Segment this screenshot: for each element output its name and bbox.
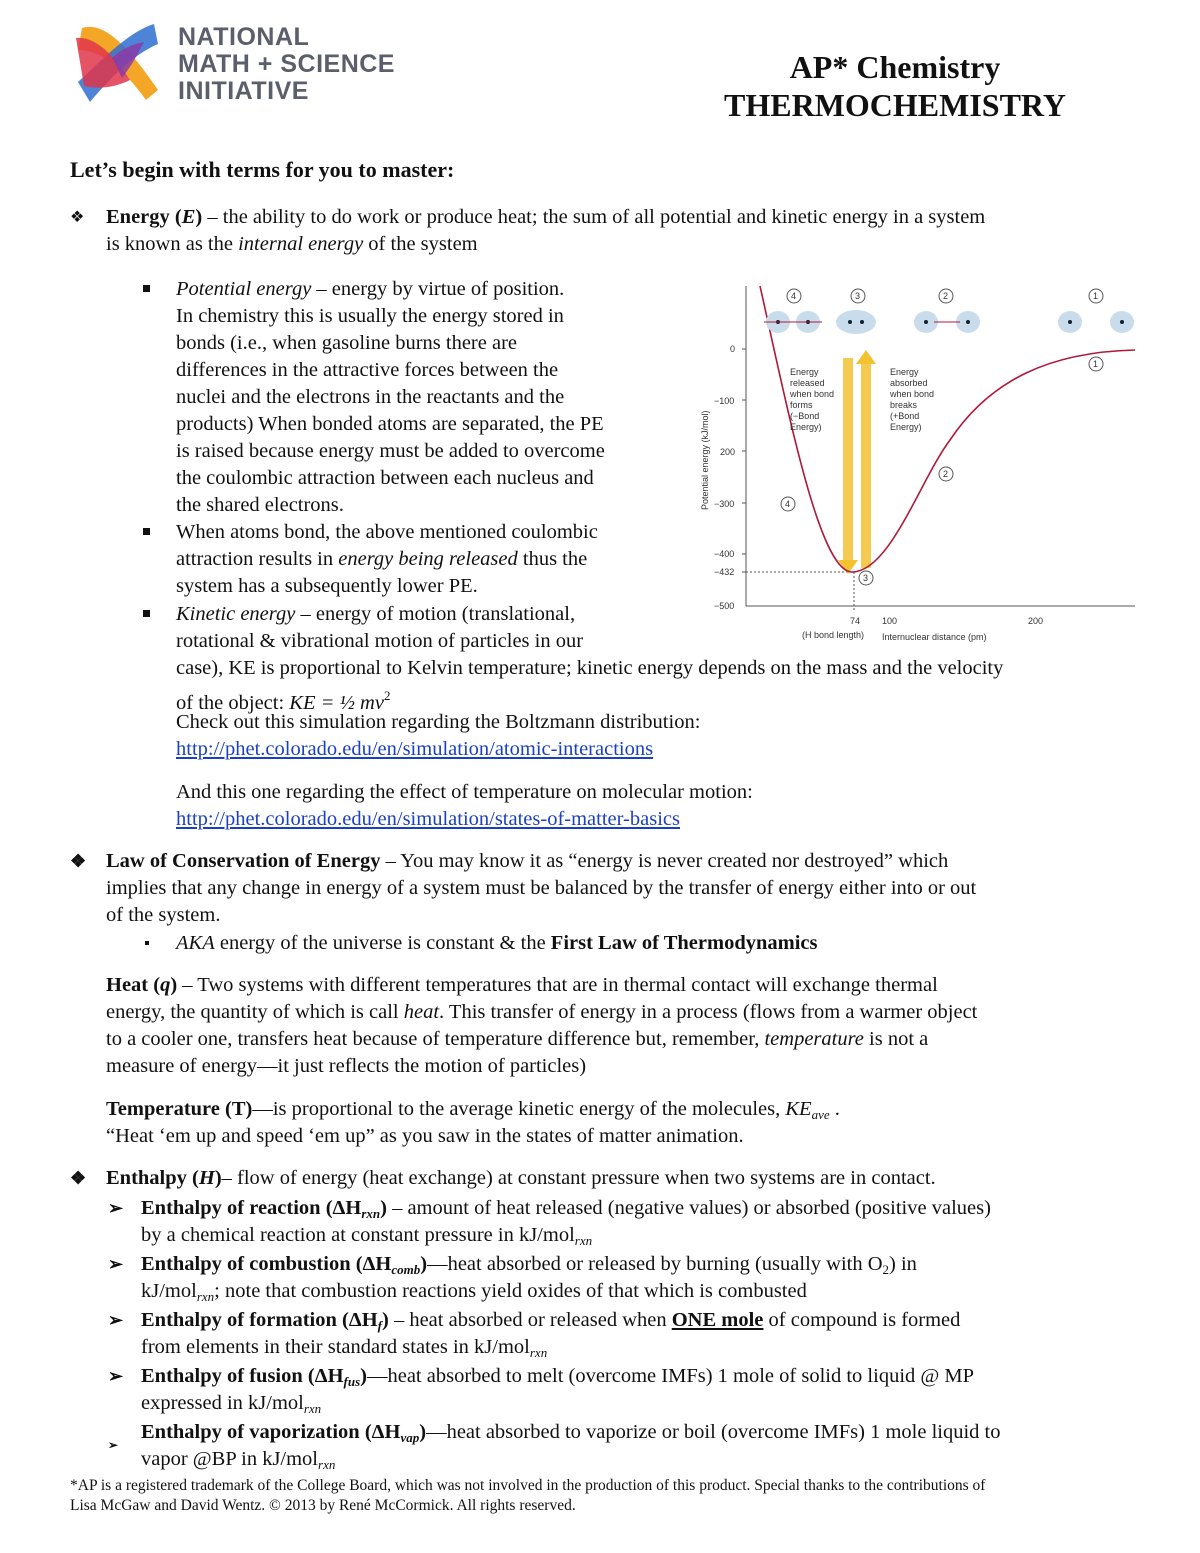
title-line-2: THERMOCHEMISTRY: [723, 87, 1066, 123]
heat-text-3b: is not a: [863, 1028, 929, 1050]
energy-def-b-end: of the system: [363, 233, 478, 255]
atom-pair-1: [1058, 289, 1134, 333]
pe-line-1: [176, 276, 564, 303]
atom-pair-2: [914, 289, 980, 333]
footer-line-2: Lisa McGaw and David Wentz. © 2013 by René McCormick. All rights reserved.: [70, 1497, 576, 1514]
atom-pair-4: [764, 289, 822, 333]
conservation-line-1: [106, 848, 948, 875]
internal-energy-term: internal energy: [238, 233, 364, 255]
fusion-text-1: —heat absorbed to melt (overcome IMFs) 1 mole of solid to liquid @ MP: [366, 1365, 975, 1387]
curve-marker-3: [859, 571, 873, 585]
fusion-term: Enthalpy of fusion (ΔH: [141, 1365, 344, 1387]
logo-icon: [72, 20, 162, 106]
one-mole-emphasis: ONE mole: [671, 1309, 764, 1331]
bond-text-a: attraction results in: [176, 548, 339, 570]
temperature-italic: temperature: [764, 1028, 864, 1050]
fusion-text-2-sub: rxn: [303, 1401, 322, 1416]
ke-term: Kinetic energy: [176, 603, 296, 625]
combustion-text-2a: kJ/mol: [141, 1280, 197, 1302]
square-bullet-icon: [143, 285, 150, 292]
vaporization-sub: vap: [400, 1430, 420, 1445]
combustion-text-1b: ) in: [889, 1253, 917, 1275]
atomic-interactions-link[interactable]: http://phet.colorado.edu/en/simulation/atomic-interactions: [176, 738, 654, 760]
heat-text-2b: . This transfer of energy in a process (flows from a warmer object: [439, 1001, 978, 1023]
vaporization-text-2-sub: rxn: [318, 1457, 336, 1472]
enthalpy-def: – flow of energy (heat exchange) at constant pressure when two systems are in contact.: [221, 1167, 936, 1189]
square-bullet-icon: [143, 528, 150, 535]
aka-text: energy of the universe is constant & the: [214, 932, 551, 954]
y-tick-0: 0: [730, 344, 736, 354]
combustion-text-2b: ; note that combustion reactions yield oxides of that which is combusted: [214, 1280, 807, 1302]
ke-line-2: rotational & vibrational motion of particles in our: [176, 630, 584, 652]
x-tick-2: 200: [1028, 616, 1044, 626]
svg-text:Energy): Energy): [890, 422, 922, 432]
formation-close: ): [382, 1309, 389, 1331]
pe-line-4: differences in the attractive forces between the: [176, 359, 559, 381]
svg-text:3: 3: [855, 291, 861, 301]
svg-text:when bond: when bond: [790, 389, 835, 399]
ke-ave-sub: ave: [811, 1107, 830, 1122]
energy-line-1: [106, 204, 985, 231]
svg-text:Energy: Energy: [790, 367, 819, 377]
enthalpy-term: Enthalpy (: [106, 1167, 199, 1189]
svg-text:(−Bond: (−Bond: [790, 411, 820, 421]
arrow-bullet-icon: ➢: [108, 1198, 124, 1218]
vaporization-close: ): [419, 1421, 427, 1443]
pe-line-9: the shared electrons.: [176, 494, 344, 516]
formation-sub: f: [377, 1318, 382, 1333]
heat-text-2a: energy, the quantity of which is call: [106, 1001, 404, 1023]
vaporization-text-1: —heat absorbed to vaporize or boil (overcome IMFs) 1 mole liquid to: [426, 1421, 1001, 1443]
formation-text-2: from elements in their standard states in kJ/mol: [141, 1336, 530, 1358]
svg-text:2: 2: [943, 291, 949, 301]
pe-text-0: – energy by virtue of position.: [311, 278, 565, 300]
svg-text:forms: forms: [790, 400, 813, 410]
y-tick-marks: [742, 349, 746, 572]
pe-term: Potential energy: [176, 278, 312, 300]
conservation-term: Law of Conservation of Energy: [106, 850, 381, 872]
atom-pair-3: [836, 289, 876, 334]
first-law-term: First Law of Thermodynamics: [550, 932, 818, 954]
combustion-text-1a: —heat absorbed or released by burning (usually with O: [427, 1253, 883, 1275]
ke-line-1: [176, 601, 575, 628]
released-text: [789, 367, 834, 432]
formation-line-2: [141, 1334, 547, 1366]
fusion-sub: fus: [343, 1374, 361, 1389]
heat-line-4: measure of energy—it just reflects the motion of particles): [106, 1055, 587, 1077]
energy-released-term: energy being released: [338, 548, 518, 570]
arrow-bullet-icon: ➢: [108, 1366, 124, 1386]
logo-line-3: INITIATIVE: [178, 77, 309, 105]
heat-var: q: [160, 974, 171, 996]
conservation-line-2: implies that any change in energy of a system must be balanced by the transfer of energy either into or out: [106, 877, 977, 899]
reaction-text-2-sub: rxn: [574, 1233, 593, 1248]
pe-line-6: products) When bonded atoms are separated, the PE: [176, 413, 604, 435]
pe-curve-chart: [690, 280, 1140, 650]
temperature-text-1: —is proportional to the average kinetic energy of the molecules,: [252, 1098, 786, 1120]
pe-line-2: In chemistry this is usually the energy stored in: [176, 305, 564, 327]
arrow-bullet-icon: ➢: [108, 1438, 119, 1452]
energy-term: Energy (: [106, 206, 182, 228]
potential-energy-diagram: [690, 280, 1140, 650]
y-axis-label: Potential energy (kJ/mol): [700, 410, 710, 510]
reaction-text-1: – amount of heat released (negative values) or absorbed (positive values): [386, 1197, 991, 1219]
vaporization-term: Enthalpy of vaporization (ΔH: [141, 1421, 401, 1443]
formation-text-1b: of compound is formed: [763, 1309, 961, 1331]
y-tick-4: −400: [714, 549, 735, 559]
svg-text:3: 3: [863, 573, 869, 583]
curve-marker-4: [781, 497, 795, 511]
enthalpy-line: [106, 1165, 936, 1192]
energy-var: E: [181, 206, 196, 228]
aka-line: [176, 930, 817, 957]
heat-term-close: ): [170, 974, 178, 996]
pe-line-5: nuclei and the electrons in the reactants and the: [176, 386, 565, 408]
heat-line-3: [106, 1026, 928, 1053]
sim1-text: Check out this simulation regarding the Boltzmann distribution:: [176, 711, 701, 733]
svg-text:Energy: Energy: [890, 367, 919, 377]
small-square-bullet-icon: [145, 941, 149, 945]
intro-heading: Let’s begin with terms for you to master:: [70, 157, 455, 182]
released-arrow: [838, 358, 858, 574]
fusion-close: ): [360, 1365, 367, 1387]
absorbed-text: [889, 367, 934, 432]
temperature-line-2: “Heat ‘em up and speed ‘em up” as you saw in the states of matter animation.: [106, 1125, 744, 1147]
x-ticks: [802, 616, 1043, 642]
reaction-line-2: [141, 1222, 592, 1254]
heat-term: Heat (: [106, 974, 161, 996]
ke-text-1: – energy of motion (translational,: [295, 603, 576, 625]
bond-line-2: [176, 546, 587, 573]
conservation-line-3: of the system.: [106, 904, 221, 926]
o2-sub: 2: [882, 1262, 890, 1277]
ke-text-4: of the object:: [176, 692, 290, 714]
curve-marker-1: [1089, 357, 1103, 371]
ke-formula: KE = ½ mv: [289, 692, 384, 714]
logo: [72, 20, 162, 106]
svg-text:1: 1: [1093, 359, 1099, 369]
svg-text:4: 4: [791, 291, 797, 301]
heat-line-1: [106, 972, 938, 999]
document-title: [690, 48, 1100, 124]
energy-def: – the ability to do work or produce heat; the sum of all potential and kinetic energy in a system: [202, 206, 986, 228]
logo-wordmark: [178, 24, 395, 105]
x-tick-1: 100: [882, 616, 898, 626]
svg-text:2: 2: [943, 469, 949, 479]
combustion-close: ): [420, 1253, 428, 1275]
sim2-link-wrap: [176, 806, 680, 833]
ke-formula-exponent: 2: [383, 688, 391, 703]
bond-line-1: When atoms bond, the above mentioned coulombic: [176, 521, 598, 543]
sim2-text: And this one regarding the effect of temperature on molecular motion:: [176, 781, 753, 803]
vaporization-line-2: [141, 1446, 335, 1478]
conservation-text-1: – You may know it as “energy is never created nor destroyed” which: [380, 850, 949, 872]
x-sublabel: (H bond length): [802, 630, 865, 640]
heat-line-2: [106, 999, 977, 1026]
arrow-bullet-icon: ➢: [108, 1310, 124, 1330]
svg-text:released: released: [790, 378, 825, 388]
svg-text:when bond: when bond: [890, 389, 935, 399]
vaporization-text-2: vapor @BP in kJ/mol: [141, 1448, 319, 1470]
reaction-term: Enthalpy of reaction (ΔH: [141, 1197, 362, 1219]
svg-text:Energy): Energy): [790, 422, 822, 432]
curve-marker-2: [939, 467, 953, 481]
reaction-close: ): [380, 1197, 387, 1219]
energy-line-2: [106, 231, 478, 258]
svg-text:(+Bond: (+Bond: [890, 411, 920, 421]
enthalpy-var: H: [198, 1167, 215, 1189]
formation-term: Enthalpy of formation (ΔH: [141, 1309, 378, 1331]
ke-ave-end: .: [829, 1098, 840, 1120]
energy-term-close: ): [195, 206, 203, 228]
ke-line-3: case), KE is proportional to Kelvin temperature; kinetic energy depends on the mass and the velocity: [176, 657, 1004, 679]
pe-line-3: bonds (i.e., when gasoline burns there are: [176, 332, 517, 354]
title-line-1: AP* Chemistry: [789, 49, 1001, 85]
footer-line-1: *AP is a registered trademark of the College Board, which was not involved in the production of this product. Special thanks to the contributions of: [70, 1477, 986, 1494]
svg-text:1: 1: [1093, 291, 1099, 301]
heat-italic: heat: [403, 1001, 440, 1023]
bond-line-3: system has a subsequently lower PE.: [176, 575, 478, 597]
enthalpy-term-close: ): [214, 1167, 222, 1189]
diamond-bullet-icon: ❖: [70, 851, 87, 871]
diamond-bullet-icon: ❖: [70, 209, 85, 226]
bond-text-b: thus the: [517, 548, 588, 570]
formation-text-1a: – heat absorbed or released when: [388, 1309, 672, 1331]
diamond-bullet-icon: ❖: [70, 1168, 87, 1188]
combustion-text-2-sub: rxn: [196, 1289, 215, 1304]
y-tick-6: −500: [714, 601, 735, 611]
combustion-term: Enthalpy of combustion (ΔH: [141, 1253, 392, 1275]
sim1-link-wrap: [176, 736, 653, 763]
reaction-sub: rxn: [361, 1206, 381, 1221]
y-tick-1: −100: [714, 396, 735, 406]
svg-text:absorbed: absorbed: [890, 378, 928, 388]
combustion-sub: comb: [391, 1262, 421, 1277]
states-of-matter-link[interactable]: http://phet.colorado.edu/en/simulation/states-of-matter-basics: [176, 808, 680, 830]
svg-text:breaks: breaks: [890, 400, 918, 410]
square-bullet-icon: [143, 610, 150, 617]
y-tick-3: −300: [714, 499, 735, 509]
pe-line-7: is raised because energy must be added to overcome: [176, 440, 605, 462]
fusion-text-2: expressed in kJ/mol: [141, 1392, 304, 1414]
x-tick-0: 74: [850, 616, 861, 626]
heat-text-3a: to a cooler one, transfers heat because of temperature difference but, remember,: [106, 1028, 765, 1050]
heat-text-1: – Two systems with different temperatures that are in thermal contact will exchange thermal: [177, 974, 938, 996]
arrow-bullet-icon: ➢: [108, 1254, 124, 1274]
absorbed-arrow: [856, 350, 876, 568]
energy-def-b: is known as the: [106, 233, 239, 255]
ke-ave: KE: [785, 1098, 812, 1120]
logo-line-1: NATIONAL: [178, 23, 310, 51]
aka-term: AKA: [176, 932, 215, 954]
logo-line-2: MATH + SCIENCE: [178, 50, 395, 78]
pe-line-8: the coulombic attraction between each nucleus and: [176, 467, 594, 489]
y-tick-5: −432: [714, 567, 735, 577]
svg-text:4: 4: [785, 499, 791, 509]
y-tick-2: 200: [720, 447, 736, 457]
temperature-term: Temperature (T): [106, 1098, 253, 1120]
formation-text-2-sub: rxn: [529, 1345, 548, 1360]
fusion-line-2: [141, 1390, 321, 1422]
combustion-line-2: [141, 1278, 807, 1310]
x-axis-label: Internuclear distance (pm): [882, 632, 987, 642]
reaction-text-2: by a chemical reaction at constant pressure in kJ/mol: [141, 1224, 575, 1246]
y-ticks: [714, 344, 735, 611]
